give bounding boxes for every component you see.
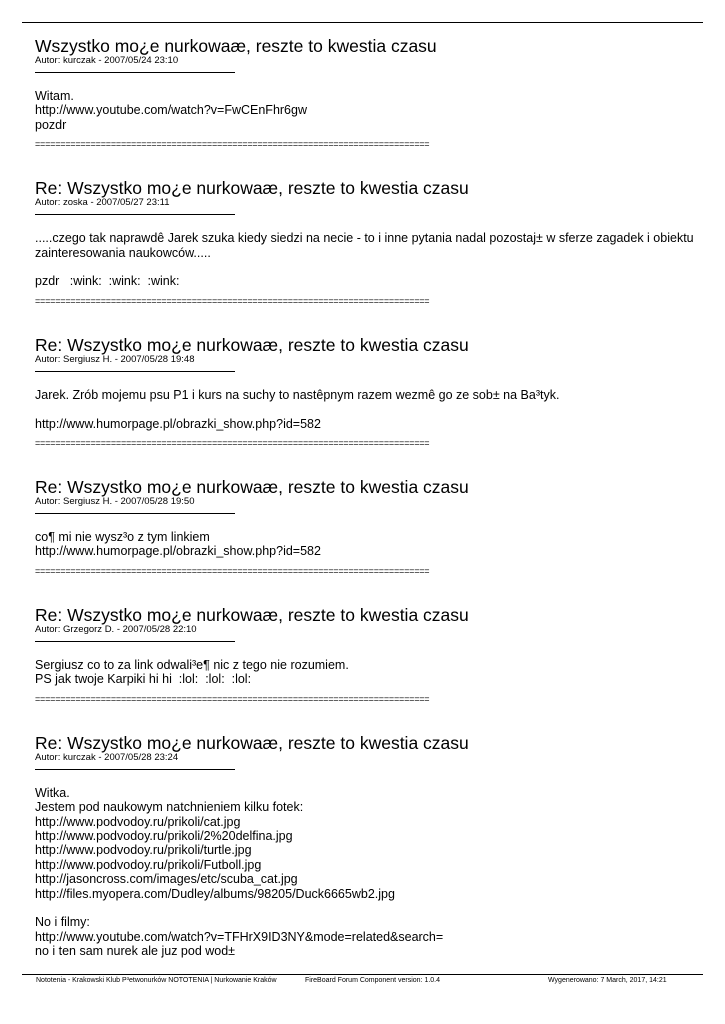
post-title: Re: Wszystko mo¿e nurkowaæ, reszte to kwestia czasu xyxy=(35,732,469,753)
footer-generated-date: Wygenerowano: 7 March, 2017, 14:21 xyxy=(548,977,667,984)
post-meta: Autor: Sergiusz H. - 2007/05/28 19:50 xyxy=(35,496,195,508)
meta-rule xyxy=(35,371,235,372)
post-body: Jarek. Zrób mojemu psu P1 i kurs na suchy to nastêpnym razem wezmê go ze sob± na Ba³tyk. http://www.humorpage.pl/obrazki_show.php?id=582 xyxy=(35,387,560,431)
post-separator: ============================================================================== xyxy=(35,565,430,576)
post-title: Re: Wszystko mo¿e nurkowaæ, reszte to kwestia czasu xyxy=(35,604,469,625)
post xyxy=(35,605,695,704)
post-title: Wszystko mo¿e nurkowaæ, reszte to kwestia czasu xyxy=(35,36,437,56)
footer-rule xyxy=(22,974,703,975)
post-separator: ============================================================================== xyxy=(35,295,430,306)
post-body: Sergiusz co to za link odwali³e¶ nic z tego nie rozumiem. PS jak twoje Karpiki hi hi :lol: :lol: :lol: xyxy=(35,657,349,687)
post-meta: Autor: Grzegorz D. - 2007/05/28 22:10 xyxy=(35,623,197,635)
post xyxy=(35,477,695,576)
top-rule xyxy=(22,22,703,23)
meta-rule xyxy=(35,513,235,514)
post-body: Witka. Jestem pod naukowym natchnieniem kilku fotek: http://www.podvodoy.ru/prikoli/cat.jpg http://www.podvodoy.ru/prikoli/2%20delfina.jpg http://www.podvodoy.ru/prikoli/turtle.jpg http://www.podvodoy.ru/prikoli/Futboll.jpg http://jasoncross.com/images/etc/scuba_cat.jpg http://files.myopera.com/Dudley/albums/98205/Duck6665wb2.jpg No i filmy: http://www.youtube.com/watch?v=TFHrX9ID3NY&mode=related&search= no i ten sam nurek ale juz pod wod± xyxy=(35,785,444,959)
post-title: Re: Wszystko mo¿e nurkowaæ, reszte to kwestia czasu xyxy=(35,178,469,199)
footer-component-version: FireBoard Forum Component version: 1.0.4 xyxy=(305,977,441,984)
post-body: Witam. http://www.youtube.com/watch?v=FwCEnFhr6gw pozdr xyxy=(35,89,307,132)
post-body: co¶ mi nie wysz³o z tym linkiem http://www.humorpage.pl/obrazki_show.php?id=582 xyxy=(35,530,321,559)
meta-rule xyxy=(35,769,235,770)
post-meta: Autor: Sergiusz H. - 2007/05/28 19:48 xyxy=(35,353,195,365)
post-title: Re: Wszystko mo¿e nurkowaæ, reszte to kwestia czasu xyxy=(35,477,469,498)
post xyxy=(35,733,695,959)
thread-content xyxy=(35,36,695,959)
post-meta: Autor: kurczak - 2007/05/28 23:24 xyxy=(35,751,179,763)
post-meta: Autor: kurczak - 2007/05/24 23:10 xyxy=(35,55,179,66)
post xyxy=(35,36,695,149)
post-separator: ============================================================================== xyxy=(35,139,430,150)
post-separator: ============================================================================== xyxy=(35,693,430,704)
post-meta: Autor: zoska - 2007/05/27 23:11 xyxy=(35,197,170,209)
meta-rule xyxy=(35,214,235,215)
post-body: .....czego tak naprawdê Jarek szuka kiedy siedzi na necie - to i inne pytania nadal pozostaj± w sferze zagadek i obiektu zainteresowania naukowców..... pzdr :wink: :wink: :wink: xyxy=(35,231,694,289)
post xyxy=(35,178,695,306)
post xyxy=(35,335,695,448)
post-title: Re: Wszystko mo¿e nurkowaæ, reszte to kwestia czasu xyxy=(35,334,469,355)
post-separator: ============================================================================== xyxy=(35,438,430,449)
footer-site-name: Nototenia - Krakowski Klub P³etwonurków NOTOTENIA | Nurkowanie Kraków xyxy=(36,977,277,984)
meta-rule xyxy=(35,72,235,73)
meta-rule xyxy=(35,641,235,642)
